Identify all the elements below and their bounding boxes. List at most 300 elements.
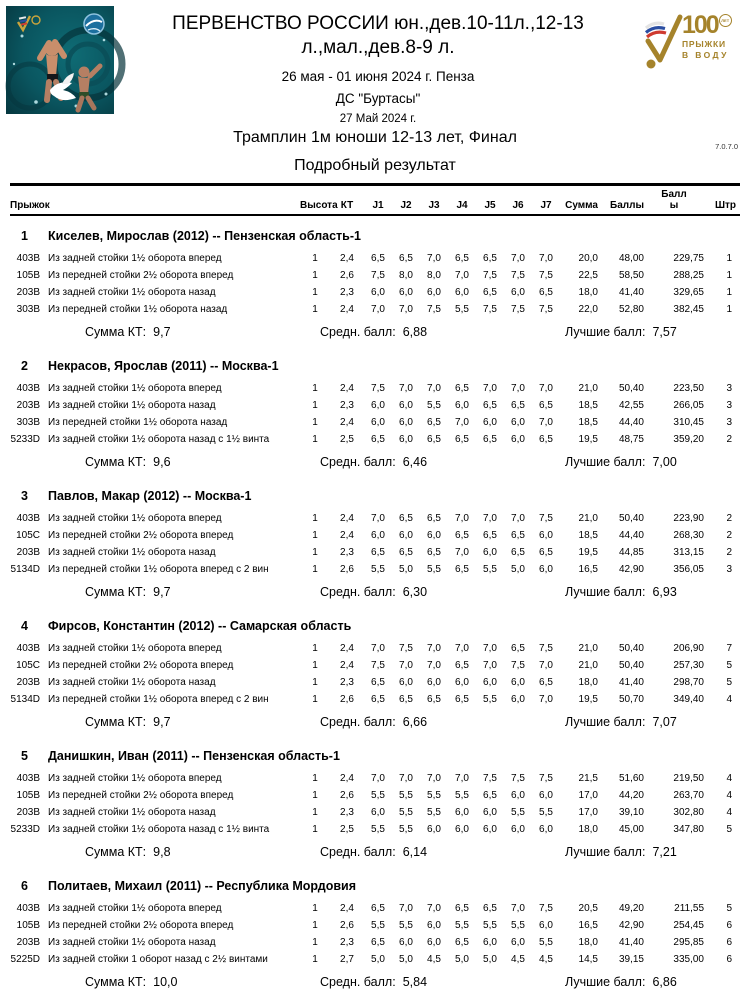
col-height: Высота (300, 199, 338, 211)
avg-score-segment (320, 975, 427, 989)
sum-dd-value: 9,7 (153, 324, 171, 339)
col-judge-7: J7 (540, 199, 552, 211)
dive-current-rank: 3 (726, 399, 732, 411)
judge-score-6: 6,5 (511, 399, 525, 411)
dive-current-rank: 4 (726, 806, 732, 818)
dive-judge-sum: 17,0 (578, 806, 598, 818)
dive-dd: 2,4 (340, 772, 354, 784)
col-judge-1: J1 (372, 199, 384, 211)
judge-score-5: 7,0 (483, 382, 497, 394)
judge-score-1: 5,0 (371, 953, 385, 965)
dive-running-total: 359,20 (673, 433, 704, 445)
dive-points: 39,15 (618, 953, 644, 965)
athlete-name: Данишкин, Иван (2011) -- Пензенская область-1 (48, 748, 340, 763)
athlete-block (10, 619, 740, 736)
judge-score-7: 6,5 (539, 286, 553, 298)
dive-points: 52,80 (618, 303, 644, 315)
dive-row (10, 510, 740, 527)
divers-photo-graphic (6, 6, 114, 114)
best-score-value: 7,07 (652, 714, 677, 729)
judge-score-5: 6,0 (483, 936, 497, 948)
dive-judge-sum: 22,0 (578, 303, 598, 315)
best-score-value: 7,57 (652, 324, 677, 339)
judge-score-4: 7,0 (455, 642, 469, 654)
judge-score-4: 5,0 (455, 953, 469, 965)
dive-description: Из задней стойки 1½ оборота вперед (48, 382, 222, 394)
judge-score-3: 4,5 (427, 953, 441, 965)
judge-score-4: 5,5 (455, 789, 469, 801)
col-judge-3: J3 (428, 199, 440, 211)
dive-current-rank: 5 (726, 823, 732, 835)
athlete-summary (10, 711, 740, 736)
col-judge-6: J6 (512, 199, 524, 211)
dive-row (10, 787, 740, 804)
judge-score-7: 7,0 (539, 693, 553, 705)
athlete-block (10, 879, 740, 996)
judge-score-4: 6,5 (455, 382, 469, 394)
judge-score-1: 7,0 (371, 772, 385, 784)
athlete-summary (10, 581, 740, 606)
dive-dd: 2,4 (340, 252, 354, 264)
sum-dd-segment (85, 585, 171, 599)
athlete-header (10, 619, 740, 633)
judge-score-6: 6,0 (511, 693, 525, 705)
dive-running-total: 211,55 (674, 902, 704, 914)
dive-points: 44,40 (618, 416, 644, 428)
dive-running-total: 257,30 (673, 659, 704, 671)
dive-code: 203B (16, 546, 40, 558)
judge-score-7: 7,5 (539, 303, 553, 315)
dive-height: 1 (312, 789, 318, 801)
judge-score-5: 6,0 (483, 546, 497, 558)
sum-dd-segment (85, 325, 171, 339)
dive-row (10, 821, 740, 838)
avg-score-label: Средн. балл: (320, 584, 396, 599)
avg-score-segment (320, 585, 427, 599)
athlete-block (10, 489, 740, 606)
judge-score-5: 7,5 (483, 772, 497, 784)
judge-score-2: 8,0 (399, 269, 413, 281)
dive-code: 303B (16, 416, 40, 428)
athlete-rank: 1 (21, 228, 28, 243)
dive-rows (10, 510, 740, 578)
dive-judge-sum: 18,5 (578, 416, 598, 428)
dive-row (10, 301, 740, 318)
dive-dd: 2,4 (340, 382, 354, 394)
dive-code: 105B (16, 919, 40, 931)
dive-description: Из задней стойки 1½ оборота вперед (48, 252, 222, 264)
dive-running-total: 206,90 (673, 642, 704, 654)
sum-dd-value: 9,6 (153, 454, 171, 469)
dive-judge-sum: 21,0 (578, 642, 598, 654)
judge-score-3: 6,5 (427, 433, 441, 445)
dive-judge-sum: 21,0 (578, 659, 598, 671)
dive-description: Из задней стойки 1½ оборота назад (48, 676, 216, 688)
judge-score-2: 6,0 (399, 936, 413, 948)
dive-row (10, 561, 740, 578)
dive-dd: 2,3 (340, 286, 354, 298)
dive-row (10, 527, 740, 544)
dive-points: 44,20 (618, 789, 644, 801)
best-score-label: Лучшие балл: (565, 324, 646, 339)
athlete-header (10, 879, 740, 893)
judge-score-4: 6,0 (455, 286, 469, 298)
dive-code: 403B (16, 772, 40, 784)
judge-score-1: 6,5 (371, 936, 385, 948)
judge-score-6: 6,0 (511, 823, 525, 835)
judge-score-7: 7,0 (539, 659, 553, 671)
dive-current-rank: 7 (726, 642, 732, 654)
dive-description: Из передней стойки 2½ оборота вперед (48, 919, 234, 931)
judge-score-6: 7,5 (511, 659, 525, 671)
dive-height: 1 (312, 902, 318, 914)
dive-dd: 2,4 (340, 529, 354, 541)
judge-score-2: 7,0 (399, 303, 413, 315)
dive-height: 1 (312, 303, 318, 315)
dive-row (10, 657, 740, 674)
judge-score-2: 6,0 (399, 399, 413, 411)
dive-description: Из задней стойки 1½ оборота назад (48, 286, 216, 298)
avg-score-value: 6,88 (402, 324, 428, 339)
session-date: 27 Май 2024 г. (339, 112, 417, 125)
dive-row (10, 414, 740, 431)
best-score-segment (565, 325, 677, 339)
dive-points: 44,85 (618, 546, 644, 558)
dive-running-total: 349,40 (673, 693, 704, 705)
dive-height: 1 (312, 269, 318, 281)
dive-points: 51,60 (618, 772, 644, 784)
dive-current-rank: 4 (726, 693, 732, 705)
judge-score-1: 6,0 (371, 529, 385, 541)
judge-score-6: 6,0 (511, 789, 525, 801)
dive-code: 403B (16, 902, 40, 914)
athlete-summary (10, 451, 740, 476)
dive-height: 1 (312, 659, 318, 671)
avg-score-value: 5,84 (402, 974, 428, 989)
sum-dd-label: Сумма КТ: (85, 324, 147, 339)
athlete-name: Фирсов, Константин (2012) -- Самарская область (48, 618, 352, 633)
judge-score-3: 7,0 (427, 382, 441, 394)
judge-score-7: 6,0 (539, 529, 553, 541)
dive-height: 1 (312, 772, 318, 784)
best-score-segment (565, 975, 677, 989)
dive-judge-sum: 20,5 (578, 902, 598, 914)
judge-score-1: 7,5 (371, 269, 385, 281)
athlete-rank: 6 (21, 878, 28, 893)
dive-code: 303B (16, 303, 40, 315)
dive-code: 5233D (10, 823, 40, 835)
dive-description: Из задней стойки 1½ оборота назад (48, 806, 216, 818)
judge-score-1: 6,0 (371, 806, 385, 818)
judge-score-5: 6,0 (483, 416, 497, 428)
dive-running-total: 268,30 (673, 529, 704, 541)
judge-score-3: 6,0 (427, 286, 441, 298)
dive-running-total: 263,70 (673, 789, 704, 801)
dive-judge-sum: 18,5 (578, 399, 598, 411)
judge-score-3: 7,0 (427, 772, 441, 784)
judge-score-7: 5,5 (539, 936, 553, 948)
judge-score-7: 7,5 (539, 772, 553, 784)
software-version: 7.0.7.0 (715, 142, 738, 151)
judge-score-2: 6,0 (399, 433, 413, 445)
judge-score-6: 7,5 (511, 772, 525, 784)
dive-row (10, 770, 740, 787)
dive-height: 1 (312, 919, 318, 931)
dive-points: 49,20 (618, 902, 644, 914)
judge-score-3: 6,5 (427, 546, 441, 558)
dive-judge-sum: 18,0 (578, 936, 598, 948)
dive-description: Из передней стойки 1½ оборота назад (48, 416, 228, 428)
judge-score-3: 6,0 (427, 823, 441, 835)
judge-score-1: 7,5 (371, 659, 385, 671)
dive-current-rank: 2 (726, 546, 732, 558)
judge-score-3: 7,0 (427, 902, 441, 914)
dive-running-total: 229,75 (673, 252, 704, 264)
col-sum: Сумма (565, 199, 598, 211)
dive-description: Из задней стойки 1½ оборота назад с 1½ винта (48, 823, 270, 835)
dive-description: Из передней стойки 2½ оборота вперед (48, 269, 234, 281)
dive-current-rank: 6 (726, 936, 732, 948)
judge-score-7: 7,5 (539, 642, 553, 654)
judge-score-7: 5,5 (539, 806, 553, 818)
judge-score-2: 5,5 (399, 789, 413, 801)
judge-score-3: 6,5 (427, 693, 441, 705)
venue-name: ДС "Буртасы" (335, 90, 421, 106)
judge-score-7: 7,5 (539, 902, 553, 914)
best-score-label: Лучшие балл: (565, 974, 646, 989)
judge-score-1: 6,5 (371, 902, 385, 914)
judge-score-1: 6,5 (371, 676, 385, 688)
dive-height: 1 (312, 382, 318, 394)
logo-let-badge: ЛЕТ (719, 14, 732, 27)
sum-dd-value: 10,0 (153, 974, 178, 989)
dive-running-total: 313,15 (673, 546, 704, 558)
dive-dd: 2,6 (340, 919, 354, 931)
judge-score-6: 7,0 (511, 252, 525, 264)
dive-dd: 2,3 (340, 676, 354, 688)
sum-dd-value: 9,7 (153, 714, 171, 729)
dive-code: 105C (16, 529, 40, 541)
dive-rows (10, 250, 740, 318)
best-score-segment (565, 585, 677, 599)
avg-score-segment (320, 455, 427, 469)
dive-dd: 2,3 (340, 399, 354, 411)
athlete-header (10, 229, 740, 243)
judge-score-1: 6,0 (371, 286, 385, 298)
dive-current-rank: 1 (726, 303, 732, 315)
dive-points: 45,00 (618, 823, 644, 835)
dive-dd: 2,6 (340, 693, 354, 705)
dive-row (10, 674, 740, 691)
best-score-value: 6,86 (652, 974, 677, 989)
dive-current-rank: 3 (726, 382, 732, 394)
judge-score-5: 6,0 (483, 823, 497, 835)
dive-current-rank: 1 (726, 252, 732, 264)
athlete-rank: 4 (21, 618, 28, 633)
dive-running-total: 356,05 (673, 563, 704, 575)
judge-score-2: 7,0 (399, 902, 413, 914)
best-score-label: Лучшие балл: (565, 454, 646, 469)
judge-score-3: 7,5 (427, 303, 441, 315)
sum-dd-segment (85, 455, 171, 469)
judge-score-3: 7,0 (427, 659, 441, 671)
best-score-value: 6,93 (652, 584, 677, 599)
judge-score-3: 5,5 (427, 789, 441, 801)
dive-description: Из передней стойки 1½ оборота назад (48, 303, 228, 315)
event-title: Трамплин 1м юноши 12-13 лет, Финал (233, 128, 517, 146)
dive-current-rank: 1 (726, 286, 732, 298)
judge-score-4: 6,5 (455, 902, 469, 914)
dive-code: 5134D (10, 693, 40, 705)
dive-height: 1 (312, 806, 318, 818)
dive-description: Из передней стойки 2½ оборота вперед (48, 789, 234, 801)
dive-code: 403B (16, 512, 40, 524)
dive-judge-sum: 19,5 (578, 433, 598, 445)
judge-score-2: 5,5 (399, 823, 413, 835)
dive-running-total: 329,65 (673, 286, 704, 298)
dive-judge-sum: 22,5 (578, 269, 598, 281)
judge-score-4: 7,0 (455, 772, 469, 784)
athlete-summary (10, 321, 740, 346)
dive-dd: 2,6 (340, 269, 354, 281)
athlete-name: Павлов, Макар (2012) -- Москва-1 (48, 488, 252, 503)
dive-points: 42,55 (618, 399, 644, 411)
dive-dd: 2,4 (340, 512, 354, 524)
athlete-rank: 5 (21, 748, 28, 763)
competition-title: ПЕРВЕНСТВО РОССИИ юн.,дев.10-11л.,12-13 л.,мал.,дев.8-9 л. (172, 13, 584, 58)
col-total-line2: ы (669, 199, 679, 211)
judge-score-1: 7,0 (371, 642, 385, 654)
event-photo-logo (6, 6, 114, 114)
judge-score-4: 6,0 (455, 823, 469, 835)
judge-score-6: 5,5 (511, 919, 525, 931)
dive-description: Из задней стойки 1½ оборота назад (48, 399, 216, 411)
judge-score-5: 5,5 (483, 919, 497, 931)
dive-judge-sum: 16,5 (578, 919, 598, 931)
dive-points: 42,90 (618, 919, 644, 931)
athlete-name: Некрасов, Ярослав (2011) -- Москва-1 (48, 358, 279, 373)
dive-judge-sum: 21,0 (578, 512, 598, 524)
best-score-value: 7,21 (652, 844, 677, 859)
dive-running-total: 302,80 (673, 806, 704, 818)
judge-score-3: 6,5 (427, 512, 441, 524)
judge-score-6: 6,5 (511, 529, 525, 541)
athlete-summary (10, 841, 740, 866)
dive-description: Из задней стойки 1½ оборота назад (48, 936, 216, 948)
dive-running-total: 288,25 (673, 269, 704, 281)
dive-dd: 2,6 (340, 789, 354, 801)
globe-emblem (84, 14, 104, 34)
judge-score-3: 6,5 (427, 416, 441, 428)
dive-judge-sum: 18,0 (578, 823, 598, 835)
competition-dates: 26 мая - 01 июня 2024 г. Пенза (281, 68, 475, 84)
logo-100-text: 100 (682, 11, 718, 39)
judge-score-4: 7,0 (455, 512, 469, 524)
best-score-value: 7,00 (652, 454, 677, 469)
judge-score-4: 6,5 (455, 693, 469, 705)
dive-running-total: 223,90 (673, 512, 704, 524)
dive-running-total: 219,50 (673, 772, 704, 784)
dive-dd: 2,3 (340, 806, 354, 818)
dive-dd: 2,4 (340, 416, 354, 428)
judge-score-5: 6,5 (483, 902, 497, 914)
judge-score-7: 7,0 (539, 416, 553, 428)
athlete-name: Политаев, Михаил (2011) -- Республика Мордовия (48, 878, 356, 893)
athletes-list (10, 229, 740, 996)
judge-score-5: 7,0 (483, 659, 497, 671)
judge-score-3: 8,0 (427, 269, 441, 281)
sum-dd-segment (85, 715, 171, 729)
judge-score-3: 6,0 (427, 936, 441, 948)
judge-score-4: 6,0 (455, 806, 469, 818)
dive-judge-sum: 18,0 (578, 286, 598, 298)
judge-score-4: 6,5 (455, 252, 469, 264)
dive-dd: 2,5 (340, 823, 354, 835)
avg-score-value: 6,46 (402, 454, 428, 469)
dive-description: Из задней стойки 1½ оборота назад (48, 546, 216, 558)
dive-running-total: 295,85 (673, 936, 704, 948)
dive-points: 58,50 (618, 269, 644, 281)
judge-score-6: 6,5 (511, 642, 525, 654)
dive-points: 41,40 (618, 676, 644, 688)
judge-score-3: 6,0 (427, 919, 441, 931)
judge-score-5: 6,0 (483, 676, 497, 688)
judge-score-7: 7,5 (539, 269, 553, 281)
sum-dd-value: 9,7 (153, 584, 171, 599)
dive-description: Из передней стойки 2½ оборота вперед (48, 659, 234, 671)
judge-score-2: 7,0 (399, 382, 413, 394)
dive-judge-sum: 14,5 (578, 953, 598, 965)
judge-score-4: 7,0 (455, 546, 469, 558)
dive-dd: 2,4 (340, 642, 354, 654)
dive-code: 403B (16, 642, 40, 654)
judge-score-7: 7,0 (539, 252, 553, 264)
dive-row (10, 804, 740, 821)
dive-dd: 2,3 (340, 936, 354, 948)
judge-score-1: 6,0 (371, 399, 385, 411)
dive-points: 50,70 (618, 693, 644, 705)
dive-dd: 2,4 (340, 303, 354, 315)
judge-score-6: 6,0 (511, 676, 525, 688)
judge-score-1: 6,5 (371, 433, 385, 445)
dive-points: 44,40 (618, 529, 644, 541)
dive-judge-sum: 17,0 (578, 789, 598, 801)
judge-score-4: 6,5 (455, 433, 469, 445)
dive-current-rank: 3 (726, 416, 732, 428)
athlete-block (10, 229, 740, 346)
best-score-label: Лучшие балл: (565, 844, 646, 859)
sum-dd-label: Сумма КТ: (85, 584, 147, 599)
anniversary-logo (642, 11, 742, 76)
judge-score-7: 7,5 (539, 512, 553, 524)
judge-score-1: 5,5 (371, 789, 385, 801)
best-score-segment (565, 455, 677, 469)
dive-description: Из передней стойки 1½ оборота вперед с 2 вин (48, 563, 269, 575)
judge-score-4: 7,0 (455, 416, 469, 428)
report-subtitle: Подробный результат (294, 156, 456, 174)
dive-running-total: 254,45 (673, 919, 704, 931)
dive-points: 42,90 (618, 563, 644, 575)
dive-height: 1 (312, 252, 318, 264)
avg-score-value: 6,30 (402, 584, 428, 599)
dive-description: Из передней стойки 2½ оборота вперед (48, 529, 234, 541)
dive-points: 48,75 (618, 433, 644, 445)
dive-rows (10, 900, 740, 968)
judge-score-2: 6,0 (399, 676, 413, 688)
judge-score-1: 7,5 (371, 382, 385, 394)
dive-rows (10, 640, 740, 708)
judge-score-4: 6,5 (455, 563, 469, 575)
